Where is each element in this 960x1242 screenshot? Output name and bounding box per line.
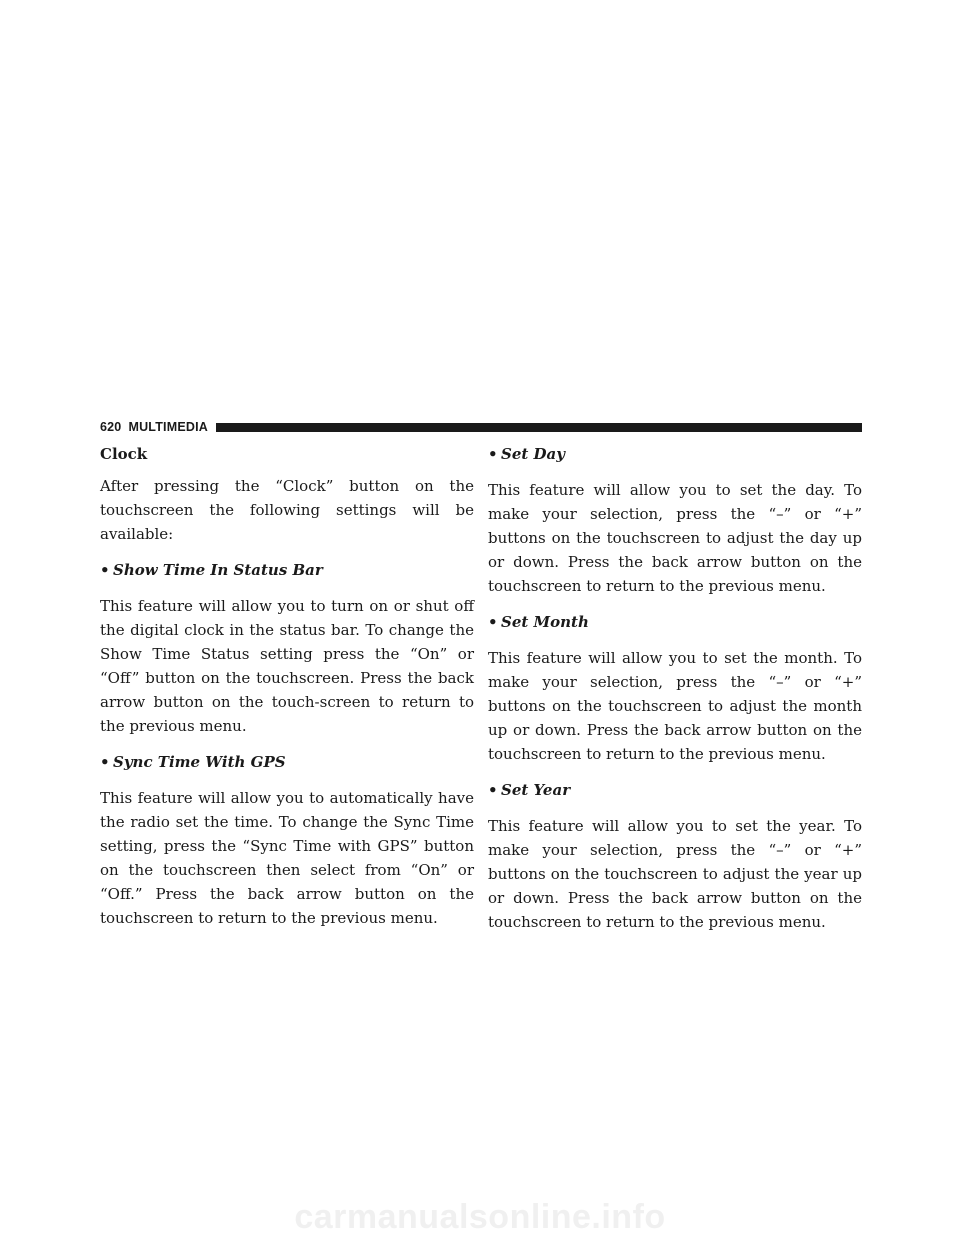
bullet-icon: •: [100, 561, 110, 579]
clock-intro: After pressing the “Clock” button on the touchscreen the following settings will be available:: [100, 477, 474, 543]
bullet-set-day: [488, 442, 862, 466]
set-day-paragraph: This feature will allow you to set the day. To make your selection, press the “–” or “+” buttons on the touchscreen to adjust the day up or down. Press the back arrow button on the touchscreen to return to the previous menu.: [488, 481, 862, 595]
header-rule: [216, 423, 862, 432]
set-year-paragraph: This feature will allow you to set the year. To make your selection, press the “–” or “+” buttons on the touchscreen to adjust the year up or down. Press the back arrow button on the touchscreen to return to the previous menu.: [488, 817, 862, 931]
bullet-label: Set Month: [501, 613, 589, 631]
bullet-sync-time: [100, 750, 474, 774]
bullet-show-time: [100, 558, 474, 582]
watermark: carmanualsonline.info: [294, 1198, 666, 1236]
bullet-set-year: [488, 778, 862, 802]
page-header: [100, 419, 862, 435]
clock-heading: Clock: [100, 445, 148, 463]
bullet-label: Set Year: [501, 781, 571, 799]
bullet-icon: •: [488, 781, 498, 799]
bullet-icon: •: [100, 753, 110, 771]
bullet-icon: •: [488, 613, 498, 631]
show-time-paragraph: This feature will allow you to turn on or shut off the digital clock in the status bar. To change the Show Time Status setting press the “On” or “Off” button on the touchscreen. Press the back arrow button on the touch-screen to return to the previous menu.: [100, 597, 474, 735]
set-month-paragraph: This feature will allow you to set the month. To make your selection, press the “–” or “+” buttons on the touchscreen to adjust the month up or down. Press the back arrow button on the touchscreen to return to the previous menu.: [488, 649, 862, 763]
bullet-label: Show Time In Status Bar: [113, 561, 323, 579]
right-column: [488, 442, 862, 946]
bullet-label: Set Day: [501, 445, 565, 463]
bullet-icon: •: [488, 445, 498, 463]
sync-time-paragraph: This feature will allow you to automatically have the radio set the time. To change the Sync Time setting, press the “Sync Time with GPS” button on the touchscreen then select from “On” or “Off.” Press the back arrow button on the touchscreen to return to the previous menu.: [100, 789, 474, 927]
bullet-set-month: [488, 610, 862, 634]
bullet-label: Sync Time With GPS: [113, 753, 286, 771]
page-number: 620: [100, 420, 122, 434]
section-title: MULTIMEDIA: [128, 420, 209, 434]
left-column: [100, 442, 474, 942]
